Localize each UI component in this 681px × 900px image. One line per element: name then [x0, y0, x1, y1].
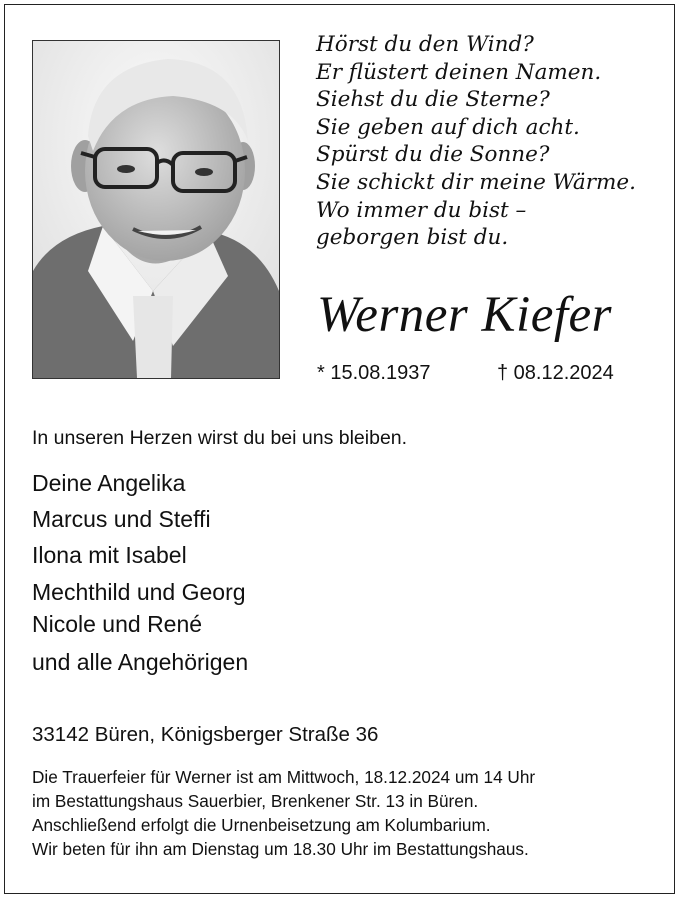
poem [316, 31, 656, 252]
poem-line: Sie schickt dir meine Wärme. [316, 169, 636, 195]
note-line: im Bestattungshaus Sauerbier, Brenkener Str. 13 in Büren. [32, 791, 479, 811]
poem-line: Er flüstert deinen Namen. [316, 59, 602, 85]
note-line: Anschließend erfolgt die Urnenbeisetzung am Kolumbarium. [32, 815, 491, 835]
life-dates [317, 362, 647, 390]
mourner: Ilona mit Isabel [32, 542, 187, 568]
mourner: Marcus und Steffi [32, 506, 211, 532]
note-line: Die Trauerfeier für Werner ist am Mittwoch, 18.12.2024 um 14 Uhr [32, 767, 536, 787]
birth-date: * 15.08.1937 [317, 362, 431, 384]
portrait-photo [32, 40, 280, 379]
poem-line: Sie geben auf dich acht. [316, 114, 580, 140]
motto: In unseren Herzen wirst du bei uns bleiben. [32, 427, 408, 449]
death-date: † 08.12.2024 [497, 362, 614, 384]
poem-line: Wo immer du bist – [316, 197, 527, 223]
deceased-name: Werner Kiefer [317, 287, 612, 343]
mourner: Nicole und René [32, 611, 203, 637]
family-address: 33142 Büren, Königsberger Straße 36 [32, 723, 379, 746]
poem-line: geborgen bist du. [316, 225, 509, 251]
mourner: und alle Angehörigen [32, 649, 249, 675]
poem-line: Siehst du die Sterne? [316, 87, 550, 113]
note-line: Wir beten für ihn am Dienstag um 18.30 Uhr im Bestattungshaus. [32, 839, 529, 859]
mourner: Mechthild und Georg [32, 579, 246, 605]
mourner: Deine Angelika [32, 470, 186, 496]
poem-line: Spürst du die Sonne? [316, 142, 550, 168]
poem-line: Hörst du den Wind? [316, 32, 534, 57]
funeral-notes [32, 765, 535, 861]
